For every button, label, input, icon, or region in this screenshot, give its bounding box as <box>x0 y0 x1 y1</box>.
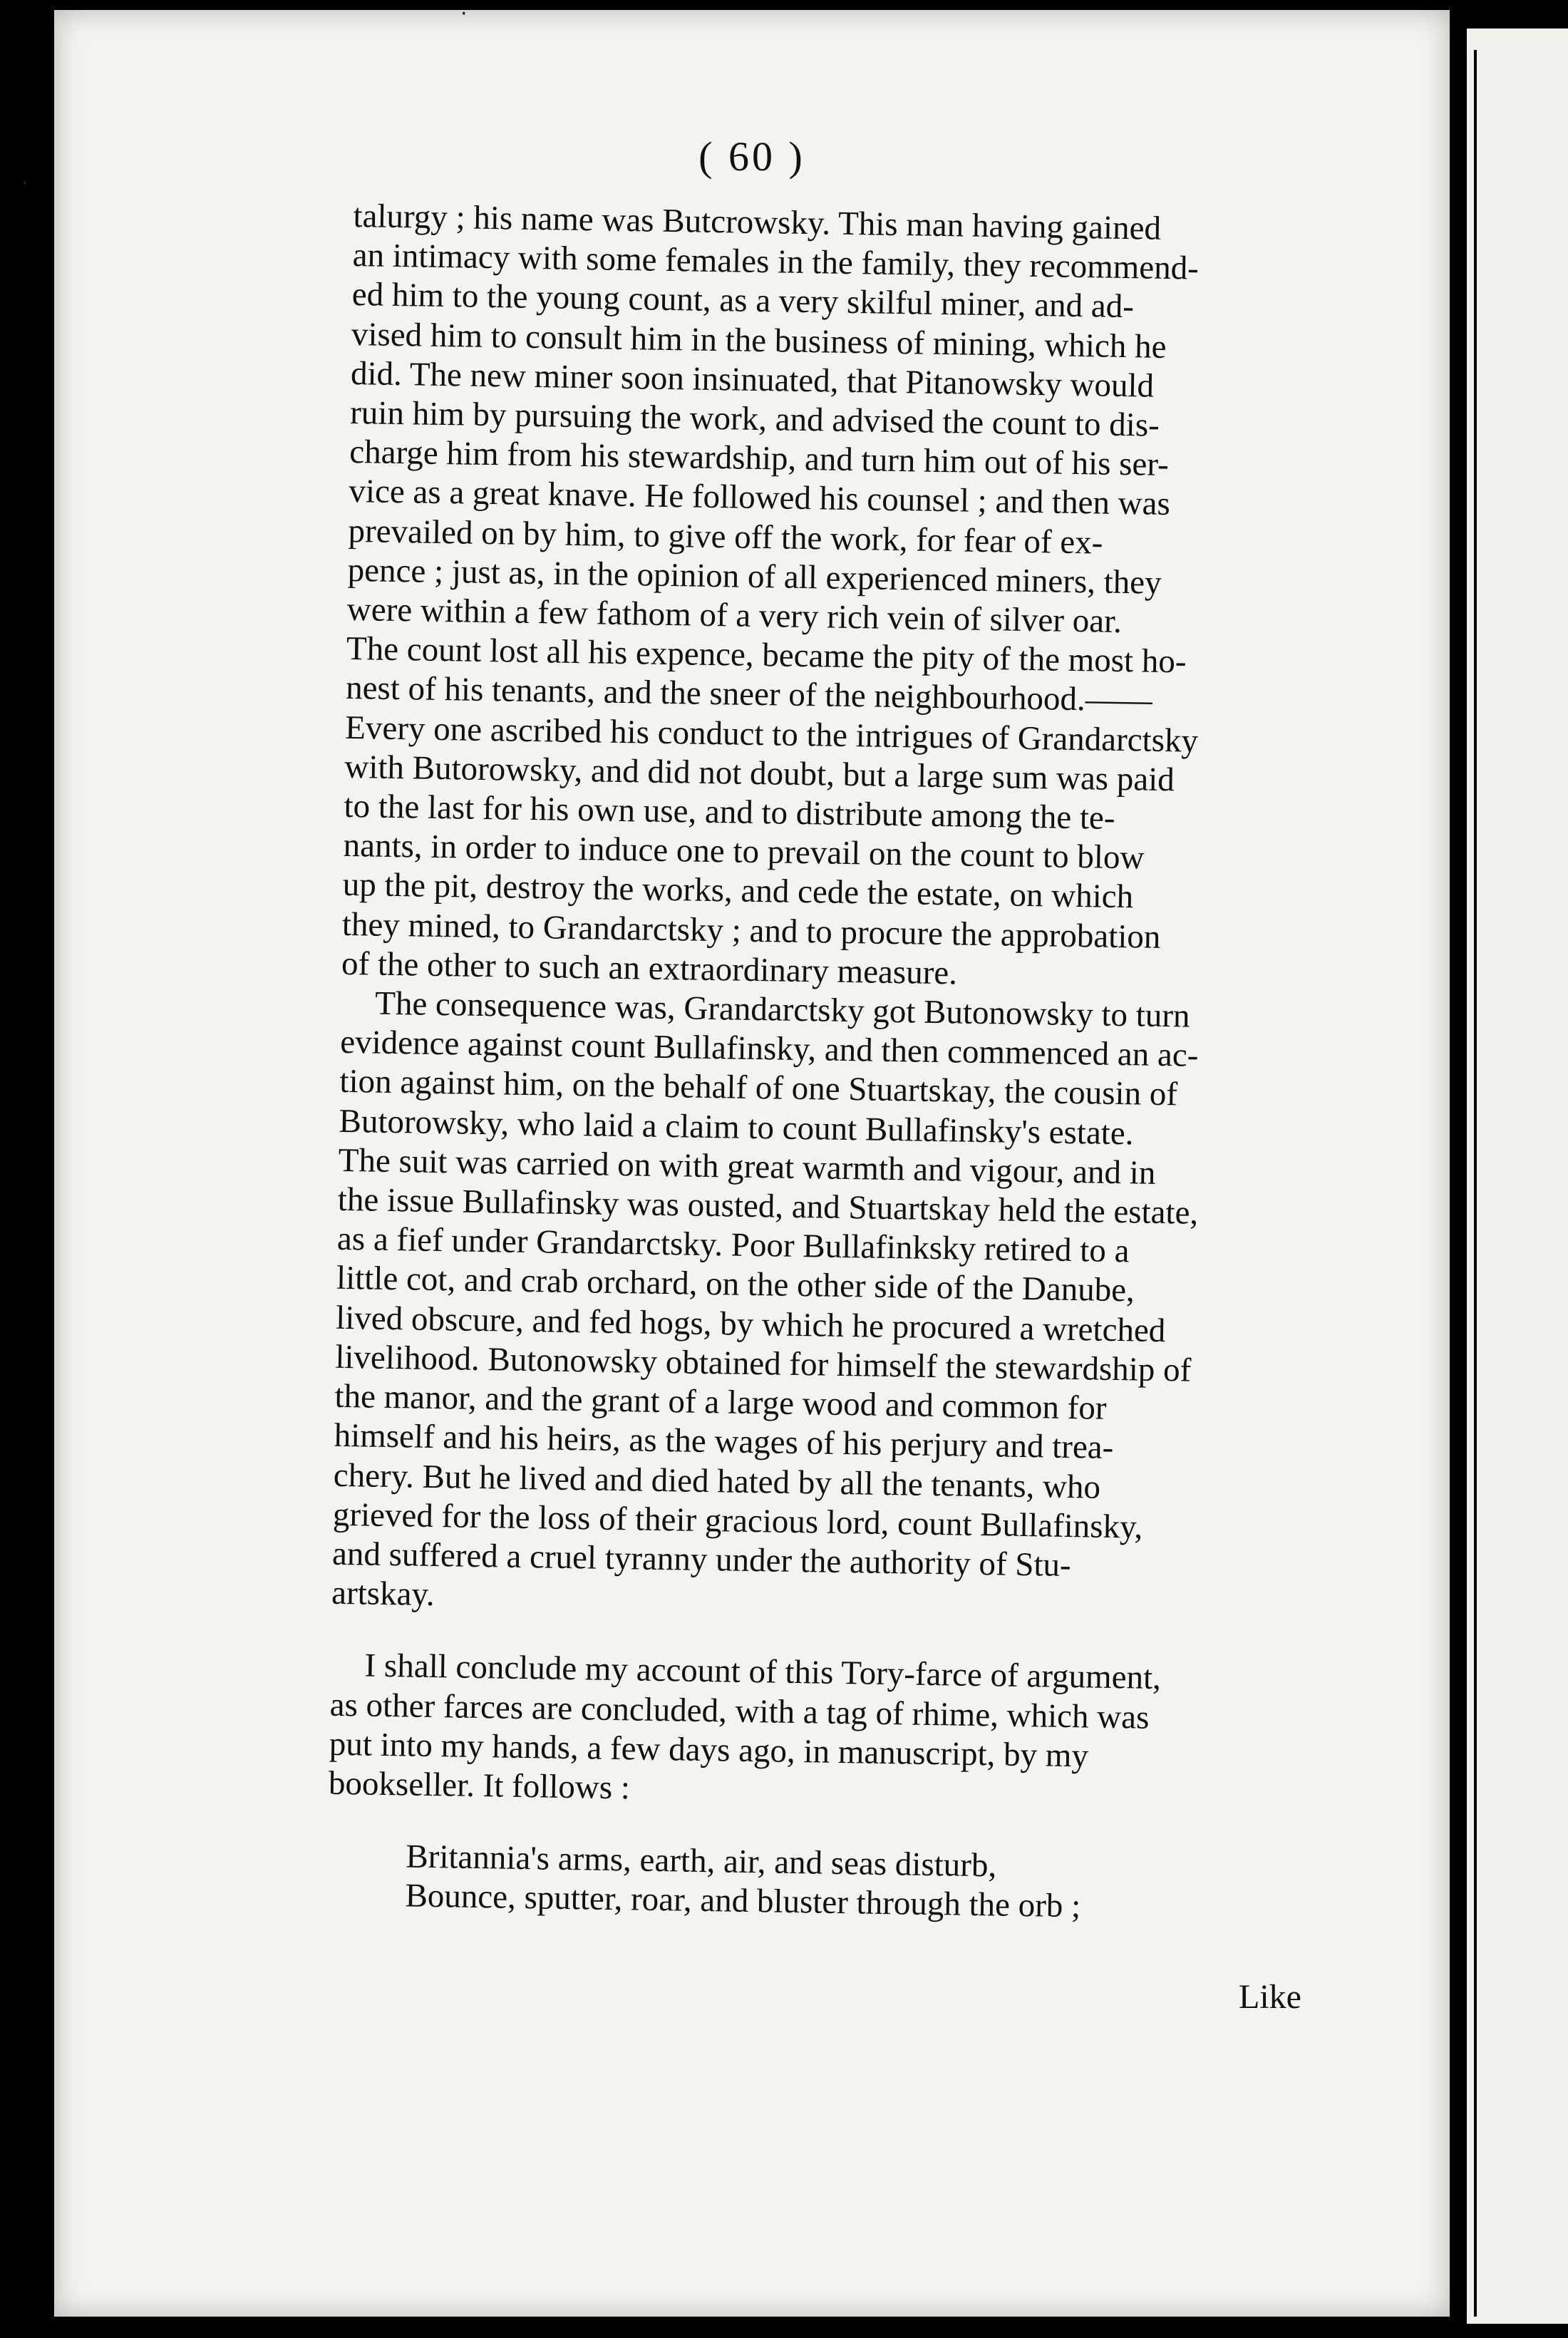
margin-speck: · <box>21 171 29 196</box>
catchword: Like <box>1239 1978 1301 2016</box>
page-number: ( 60 ) <box>698 133 805 180</box>
verse-lines: Britannia's arms, earth, air, and seas disturb, Bounce, sputter, roar, and bluster through the orb ; <box>405 1838 1081 1925</box>
paragraph-2: The consequence was, Grandarctsky got Butonowsky to turn evidence against count Bullafinsky, and then commenced an ac- tion against him, on the behalf of one Stuartskay, the cousin of Butorowsky, who laid a claim to count Bullafinsky's estate. The suit was carried on with great warmth and vigour, and in the issue Bullafinsky was ousted, and Stuartskay held the estate, as a fief under Grandarctsky. Poor Bullafinksky retired to a little cot, and crab orchard, on the other side of the Danube, lived obscure, and fed hogs, by which he procured a wretched livelihood. Butonowsky obtained for himself the stewardship of the manor, and the grant of a large wood and common for himself and his heirs, as the wages of his perjury and trea- chery. But he lived and died hated by all the tenants, who grieved for the loss of their gracious lord, count Bullafinsky, and suffered a cruel tyranny under the authority of Stu- artskay. <box>331 984 1199 1614</box>
paragraph-3: I shall conclude my account of this Tory-farce of argument, as other farces are concluded, with a tag of rhime, which was put into my hands, a few days ago, in manuscript, by my bookseller. It follows : <box>328 1647 1162 1807</box>
margin-speck: · <box>460 1 468 26</box>
book-page <box>54 10 1450 2317</box>
facing-page-edge <box>1467 29 1568 2324</box>
paragraph-1: talurgy ; his name was Butcrowsky. This man having gained an intimacy with some females in the family, they recommend- ed him to the young count, as a very skilful miner, and ad- vised him to consult him in the business of mining, which he did. The new miner soon insinuated, that Pitanowsky would ruin him by pursuing the work, and advised the count to dis- charge him from his stewardship, and turn him out of his ser- vice as a great knave. He followed his counsel ; and then was prevailed on by him, to give off the work, for fear of ex- pence ; just as, in the opinion of all experienced miners, they were within a few fathom of a very rich vein of silver oar. The count lost all his expence, became the pity of the most ho- nest of his tenants, and the sneer of the neighbourhood.—— Every one ascribed his conduct to the intrigues of Grandarctsky with Butorowsky, and did not doubt, but a large sum was paid to the last for his own use, and to distribute among the te- nants, in order to induce one to prevail on the count to blow up the pit, destroy the works, and cede the estate, on which they mined, to Grandarctsky ; and to procure the approbation of the other to such an extraordinary measure. <box>341 197 1200 992</box>
gutter-shadow <box>1474 50 1477 2317</box>
body-text <box>326 197 1387 1931</box>
